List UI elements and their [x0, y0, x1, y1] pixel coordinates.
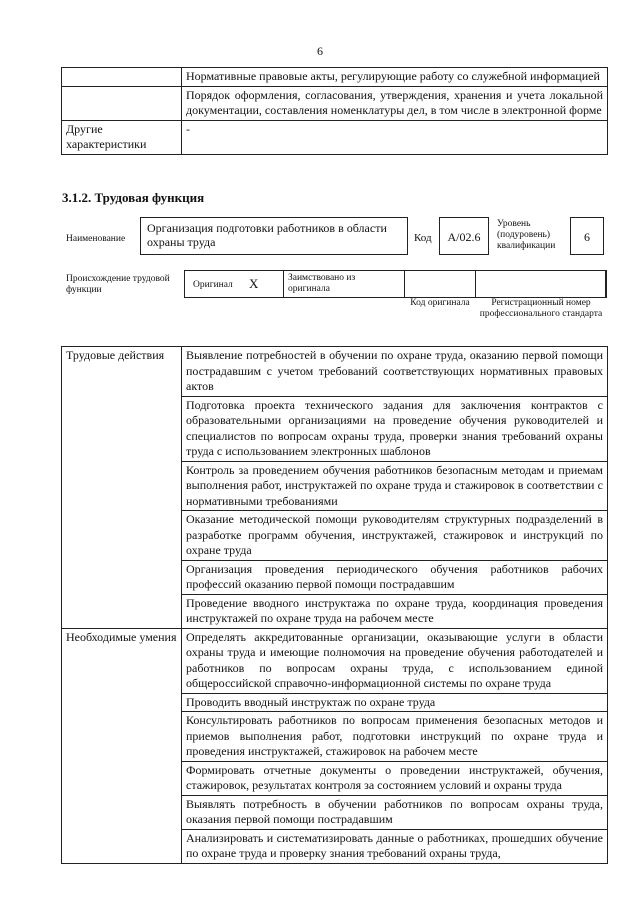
skills-label: Необходимые умения	[62, 628, 182, 863]
function-name-box	[140, 217, 408, 255]
level-label: Уровень (подуровень) квалификации	[497, 219, 556, 251]
code-label: Код	[414, 232, 432, 244]
table-cell	[62, 86, 182, 120]
table-cell: Порядок оформления, согласования, утверждения, хранения и учета локальной документации, составления номенклатуры дел, в том числе в электронной форме	[182, 86, 608, 120]
borrowed-cell	[283, 270, 405, 298]
table-cell: Другие характеристики	[62, 120, 182, 154]
action-item: Выявление потребностей в обучении по охране труда, оказанию первой помощи пострадавшим с учетом требований соответствующих нормативных правовых актов	[182, 347, 608, 397]
table-row	[62, 68, 608, 87]
table-cell: -	[182, 120, 608, 154]
qualification-level: 6	[570, 217, 604, 255]
actions-label: Трудовые действия	[62, 347, 182, 629]
table-row	[62, 120, 608, 154]
table-row	[62, 628, 608, 693]
skill-item: Выявлять потребность в обучении работников по вопросам охраны труда, оказания первой помощи пострадавшим	[182, 795, 608, 829]
name-label: Наименование	[66, 234, 126, 244]
skill-item: Консультировать работников по вопросам применения безопасных методов и приемов выполнения работ, подготовки инструкций по охране труда и проведения инструктажей, стажировок на рабочем месте	[182, 712, 608, 762]
table-cell: Нормативные правовые акты, регулирующие работу со служебной информацией	[182, 68, 608, 87]
reg-number-caption: Регистрационный номер профессионального стандарта	[479, 298, 603, 319]
origin-box	[184, 270, 606, 298]
skill-item: Анализировать и систематизировать данные о работниках, прошедших обучение по охране труда и проверку знания требований охраны труда,	[182, 829, 608, 863]
table-row	[62, 347, 608, 397]
original-cell	[184, 270, 284, 298]
skill-item: Проводить вводный инструктаж по охране труда	[182, 693, 608, 712]
page-number: 6	[317, 44, 323, 58]
function-code: A/02.6	[439, 217, 489, 255]
main-table	[61, 346, 608, 864]
action-item: Проведение вводного инструктажа по охране труда, координация проведения инструктажей по охране труда на рабочем месте	[182, 594, 608, 628]
skill-item: Формировать отчетные документы о проведении инструктажей, обучения, стажировок, результатах контроля за состоянием условий и охраны труда	[182, 761, 608, 795]
action-item: Организация проведения периодического обучения работников рабочих профессий оказанию первой помощи пострадавшим	[182, 560, 608, 594]
code-origin-caption: Код оригинала	[410, 298, 470, 308]
code-origin-cell	[404, 270, 476, 298]
action-item: Подготовка проекта технического задания для заключения контрактов с образовательными организациями на проведение обучения руководителей и специалистов по вопросам охраны труда, проверки знания требований охраны труда с использованием электронных шаблонов	[182, 396, 608, 461]
function-name: Организация подготовки работников в области охраны труда	[147, 221, 387, 249]
original-mark: X	[249, 276, 259, 291]
origin-label: Происхождение трудовой функции	[66, 274, 170, 295]
table-cell	[62, 68, 182, 87]
table-row	[62, 86, 608, 120]
top-table	[61, 67, 608, 155]
reg-number-cell	[475, 270, 607, 298]
section-heading: 3.1.2. Трудовая функция	[62, 190, 205, 205]
borrowed-label: Заимствовано из оригинала	[288, 273, 356, 294]
action-item: Оказание методической помощи руководителям структурных подразделений в разработке программ обучения, инструктажей, стажировок и инструкций по охране труда	[182, 511, 608, 561]
action-item: Контроль за проведением обучения работников безопасным методам и приемам выполнения работ, инструктажей по охране труда и стажировок в соответствии с нормативными требованиями	[182, 461, 608, 511]
original-label: Оригинал	[193, 280, 233, 290]
skill-item: Определять аккредитованные организации, оказывающие услуги в области охраны труда и имеющие полномочия на проведение обучения работодателей и работников по вопросам охраны труда, с использованием единой общероссийской справочно-информационной системы по охране труда	[182, 628, 608, 693]
